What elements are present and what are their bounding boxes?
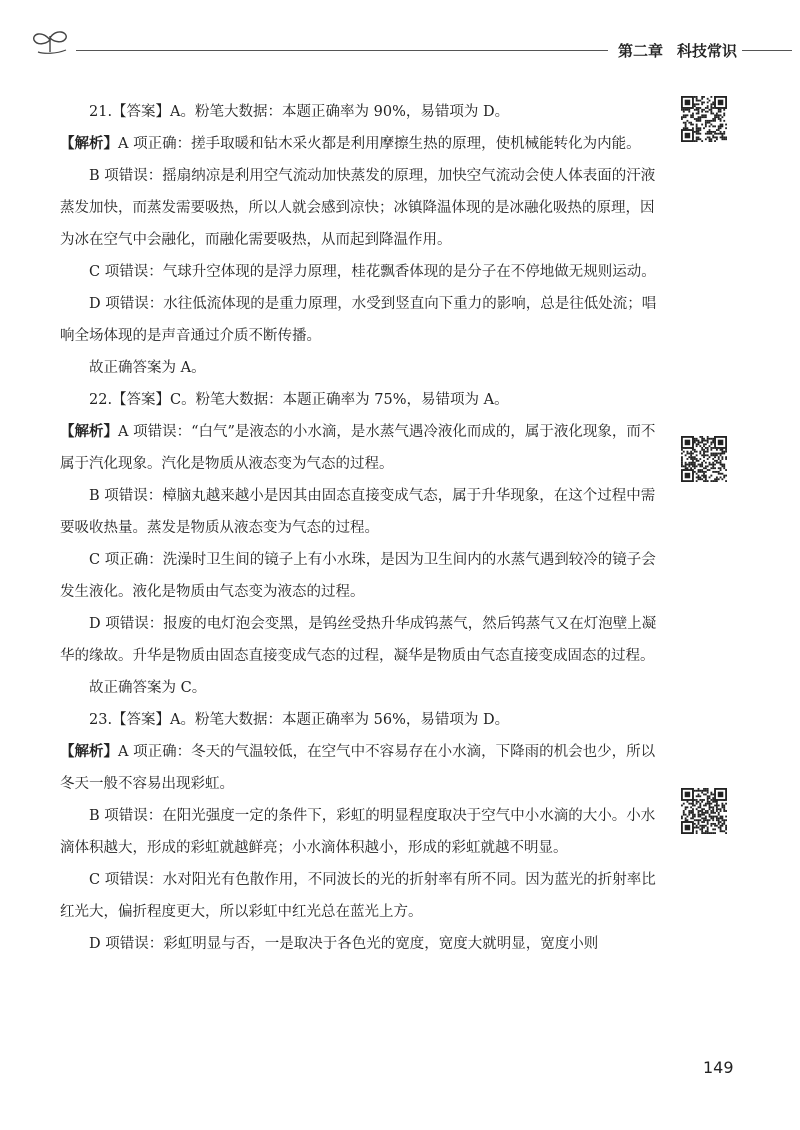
body-paragraph: B 项错误：樟脑丸越来越小是因其由固态直接变成气态，属于升华现象，在这个过程中需要吸收热量。蒸发是物质从液态变为气态的过程。 [60, 488, 656, 536]
analysis-tag: 【解析】 [60, 744, 118, 760]
body-paragraph: 故正确答案为 C。 [89, 680, 207, 696]
analysis-paragraph [60, 416, 658, 480]
answer-line: 23.【答案】A。粉笔大数据：本题正确率为 56%，易错项为 D。 [89, 712, 510, 728]
body-paragraph: C 项错误：气球升空体现的是浮力原理，桂花飘香体现的是分子在不停地做无规则运动。 [89, 264, 656, 280]
sprout-icon [30, 26, 70, 56]
analysis-text: A 项正确：冬天的气温较低，在空气中不容易存在小水滴，下降雨的机会也少，所以冬天一般不容易出现彩虹。 [60, 744, 656, 792]
running-head [618, 40, 737, 61]
body-paragraph: C 项正确：洗澡时卫生间的镜子上有小水珠，是因为卫生间内的水蒸气遇到较冷的镜子会发生液化。液化是物质由气态变为液态的过程。 [60, 552, 656, 600]
qr-code-icon[interactable] [681, 436, 727, 482]
answer-line: 22.【答案】C。粉笔大数据：本题正确率为 75%，易错项为 A。 [89, 392, 509, 408]
page-number: 149 [703, 1058, 734, 1077]
analysis-tag: 【解析】 [60, 424, 118, 440]
chapter-label: 第二章 [618, 42, 664, 60]
analysis-text: A 项错误：“白气”是液态的小水滴，是水蒸气遇冷液化而成的，属于液化现象，而不属于汽化现象。汽化是物质从液态变为气态的过程。 [60, 424, 656, 472]
body-paragraph: D 项错误：水往低流体现的是重力原理，水受到竖直向下重力的影响，总是往低处流；唱响全场体现的是声音通过介质不断传播。 [60, 296, 657, 344]
body-paragraph: D 项错误：报废的电灯泡会变黑，是钨丝受热升华成钨蒸气，然后钨蒸气又在灯泡壁上凝华的缘故。升华是物质由固态直接变成气态的过程，凝华是物质由气态直接变成固态的过程。 [60, 616, 657, 664]
analysis-paragraph [60, 736, 658, 800]
body-paragraph: C 项错误：水对阳光有色散作用，不同波长的光的折射率有所不同。因为蓝光的折射率比红光大，偏折程度更大，所以彩虹中红光总在蓝光上方。 [60, 872, 656, 920]
qr-code-icon[interactable] [681, 96, 727, 142]
body-paragraph: B 项错误：摇扇纳凉是利用空气流动加快蒸发的原理，加快空气流动会使人体表面的汗液蒸发加快，而蒸发需要吸热，所以人就会感到凉快；冰镇降温体现的是冰融化吸热的原理，因为冰在空气中会融化，而融化需要吸热，从而起到降温作用。 [60, 168, 656, 248]
body-paragraph: B 项错误：在阳光强度一定的条件下，彩虹的明显程度取决于空气中小水滴的大小。小水滴体积越大，形成的彩虹就越鲜亮；小水滴体积越小，形成的彩虹就越不明显。 [60, 808, 656, 856]
body-paragraph: 故正确答案为 A。 [89, 360, 206, 376]
header-rule-left [76, 50, 608, 51]
analysis-paragraph [60, 128, 658, 160]
answer-analysis-text [60, 96, 658, 960]
body-paragraph: D 项错误：彩虹明显与否，一是取决于各色光的宽度，宽度大就明显，宽度小则 [89, 936, 599, 952]
analysis-text: A 项正确：搓手取暖和钻木采火都是利用摩擦生热的原理，使机械能转化为内能。 [118, 136, 641, 152]
page-header [30, 26, 770, 66]
analysis-tag: 【解析】 [60, 136, 118, 152]
qr-code-icon[interactable] [681, 788, 727, 834]
header-rule-right [742, 50, 792, 51]
section-label: 科技常识 [677, 42, 738, 60]
answer-line: 21.【答案】A。粉笔大数据：本题正确率为 90%，易错项为 D。 [89, 104, 510, 120]
